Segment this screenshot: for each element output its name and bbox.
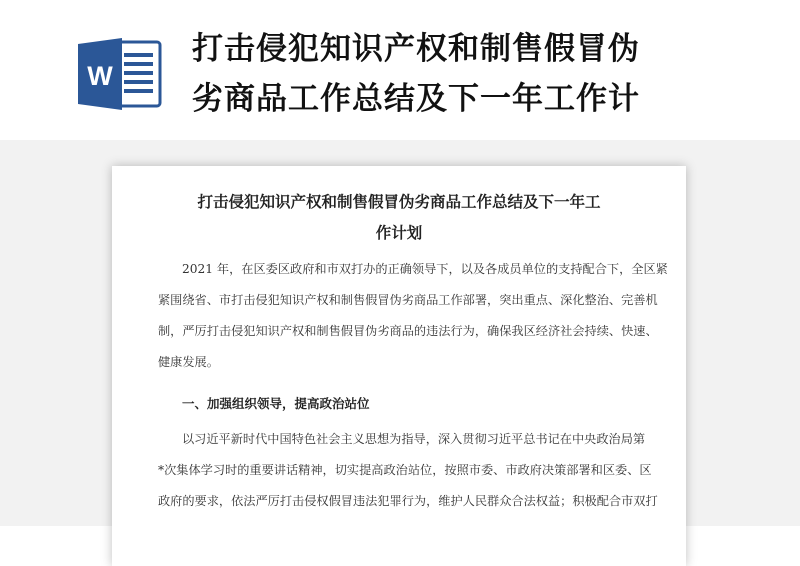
section-heading: 一、加强组织领导，提高政治站位 [182,396,370,411]
page-title-line: 打击侵犯知识产权和制售假冒伪 [192,31,640,67]
paragraph-line: 制，严厉打击侵犯知识产权和制售假冒伪劣商品的违法行为，确保我区经济社会持续、快速、 [158,324,658,338]
document-page [112,166,686,566]
paragraph-line: *次集体学习时的重要讲话精神，切实提高政治站位，按照市委、市政府决策部署和区委、区 [158,463,652,477]
page-title [192,24,782,124]
paragraph-line: 健康发展。 [158,355,219,369]
header-banner [0,0,800,140]
document-title [158,186,640,248]
paragraph-line: 紧围绕省、市打击侵犯知识产权和制售假冒伪劣商品工作部署，突出重点、深化整治、完善机 [158,293,658,307]
paragraph-line: 以习近平新时代中国特色社会主义思想为指导，深入贯彻习近平总书记在中央政治局第 [182,432,646,446]
word-icon [76,36,164,112]
intro-paragraph [158,254,668,378]
word-icon-letter: W [87,61,113,91]
page-title-line: 劣商品工作总结及下一年工作计 [192,81,640,117]
document-title-line: 作计划 [375,223,423,242]
section-paragraph [158,424,658,517]
paragraph-line: 2021 年，在区委区政府和市双打办的正确领导下，以及各成员单位的支持配合下，全区紧 [182,262,668,276]
document-title-line: 打击侵犯知识产权和制售假冒伪劣商品工作总结及下一年工 [197,192,601,211]
paragraph-line: 政府的要求，依法严厉打击侵权假冒违法犯罪行为，维护人民群众合法权益；积极配合市双打 [158,494,658,508]
